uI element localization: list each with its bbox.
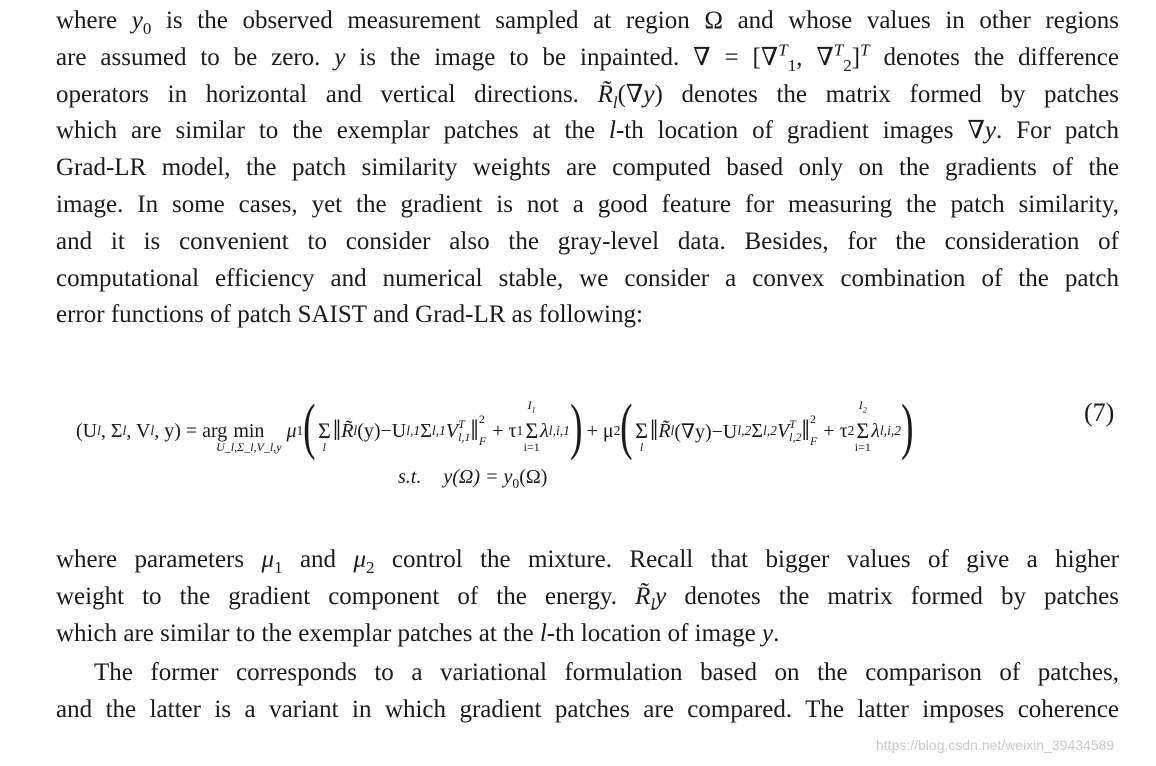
p1-line-4: which are similar to the exemplar patches at the l-th location of gradient images ∇y. For patch <box>56 117 1119 145</box>
p1-line-6: image. In some cases, yet the gradient is not a good feature for measuring the patch similarity, <box>56 190 1119 218</box>
p1-line-9: error functions of patch SAIST and Grad-LR as following: <box>56 301 643 329</box>
sum-over-i-2: $I_2$ Σ i=1 <box>854 398 871 454</box>
left-paren-2: ( <box>620 393 633 461</box>
norm-open-2: ‖ <box>649 414 659 447</box>
p2-line-2: weight to the gradient component of the energy. $R̃_ly$ denotes the matrix formed by patches <box>56 582 1119 614</box>
p3-line-2: and the latter is a variant in which gradient patches are compared. The latter imposes coherence <box>56 695 1119 723</box>
sum-over-l-2: Σ l <box>635 418 648 454</box>
min-operator: min U_l,Σ_l,V_l,y <box>216 419 282 454</box>
p2-line-3: which are similar to the exemplar patches at the l-th location of image y. <box>56 619 780 647</box>
p3-line-1: The former corresponds to a variational formulation based on the comparison of patches, <box>94 659 1119 686</box>
p1-line-1: where $y_0$ is the observed measurement sampled at region Ω and whose values in other regions <box>56 7 1120 38</box>
p1-line-5: Grad-LR model, the patch similarity weights are computed based only on the gradients of the <box>56 154 1119 182</box>
p1-line-8: computational efficiency and numerical stable, we consider a convex combination of the patch <box>56 264 1119 292</box>
paragraph-3 <box>56 655 1119 729</box>
equation-constraint: s.t. $y(\Omega) = y_0(\Omega)$ <box>398 466 548 491</box>
p2-line-1: where parameters $\mu_1$ and $\mu_2$ control the mixture. Recall that bigger values of give a higher <box>56 546 1119 577</box>
right-paren-1: ) <box>570 393 583 461</box>
equation-7 <box>76 376 1146 461</box>
norm-open-1: ‖ <box>332 414 342 447</box>
equation-main-row: (U l , Σ l , V l , y) = arg min U_l,Σ_l,V_l,y μ 1 ( Σ l ‖ R̃ l (y)−U l,1 Σ l,1 V T l,1 ‖ 2 F + τ 1 $I_1$ Σ i=1 λ l,i,1 ) + μ 2 ( Σ l ‖ R̃ l (∇y)−U l,2 Σ l,2 V T l,2 ‖ 2 F + τ 2 $I_2$ Σ i=1 λ l,i,2 ) <box>76 393 914 461</box>
watermark-url: https://blog.csdn.net/weixin_39434589 <box>876 737 1115 753</box>
norm-close-2: ‖ <box>801 414 810 447</box>
p1-line-2: are assumed to be zero. y is the image to be inpainted. ∇ = [∇$^T_1$, ∇$^T_2$]$^T$ denotes the difference <box>56 40 1119 75</box>
norm-close-1: ‖ <box>470 414 479 447</box>
paragraph-2 <box>56 542 1119 652</box>
paragraph-1 <box>56 3 1119 334</box>
right-paren-2: ) <box>901 393 914 461</box>
sum-over-l-1: Σ l <box>317 418 331 454</box>
equation-number: (7) <box>1084 398 1115 427</box>
p1-line-7: and it is convenient to consider also the gray-level data. Besides, for the consideration of <box>56 227 1119 255</box>
p1-line-3: operators in horizontal and vertical directions. $R̃_l(\nabla y)$ denotes the matrix formed by patches <box>56 80 1120 112</box>
sum-over-i-1: $I_1$ Σ i=1 <box>523 398 540 454</box>
left-paren-1: ( <box>303 393 316 461</box>
